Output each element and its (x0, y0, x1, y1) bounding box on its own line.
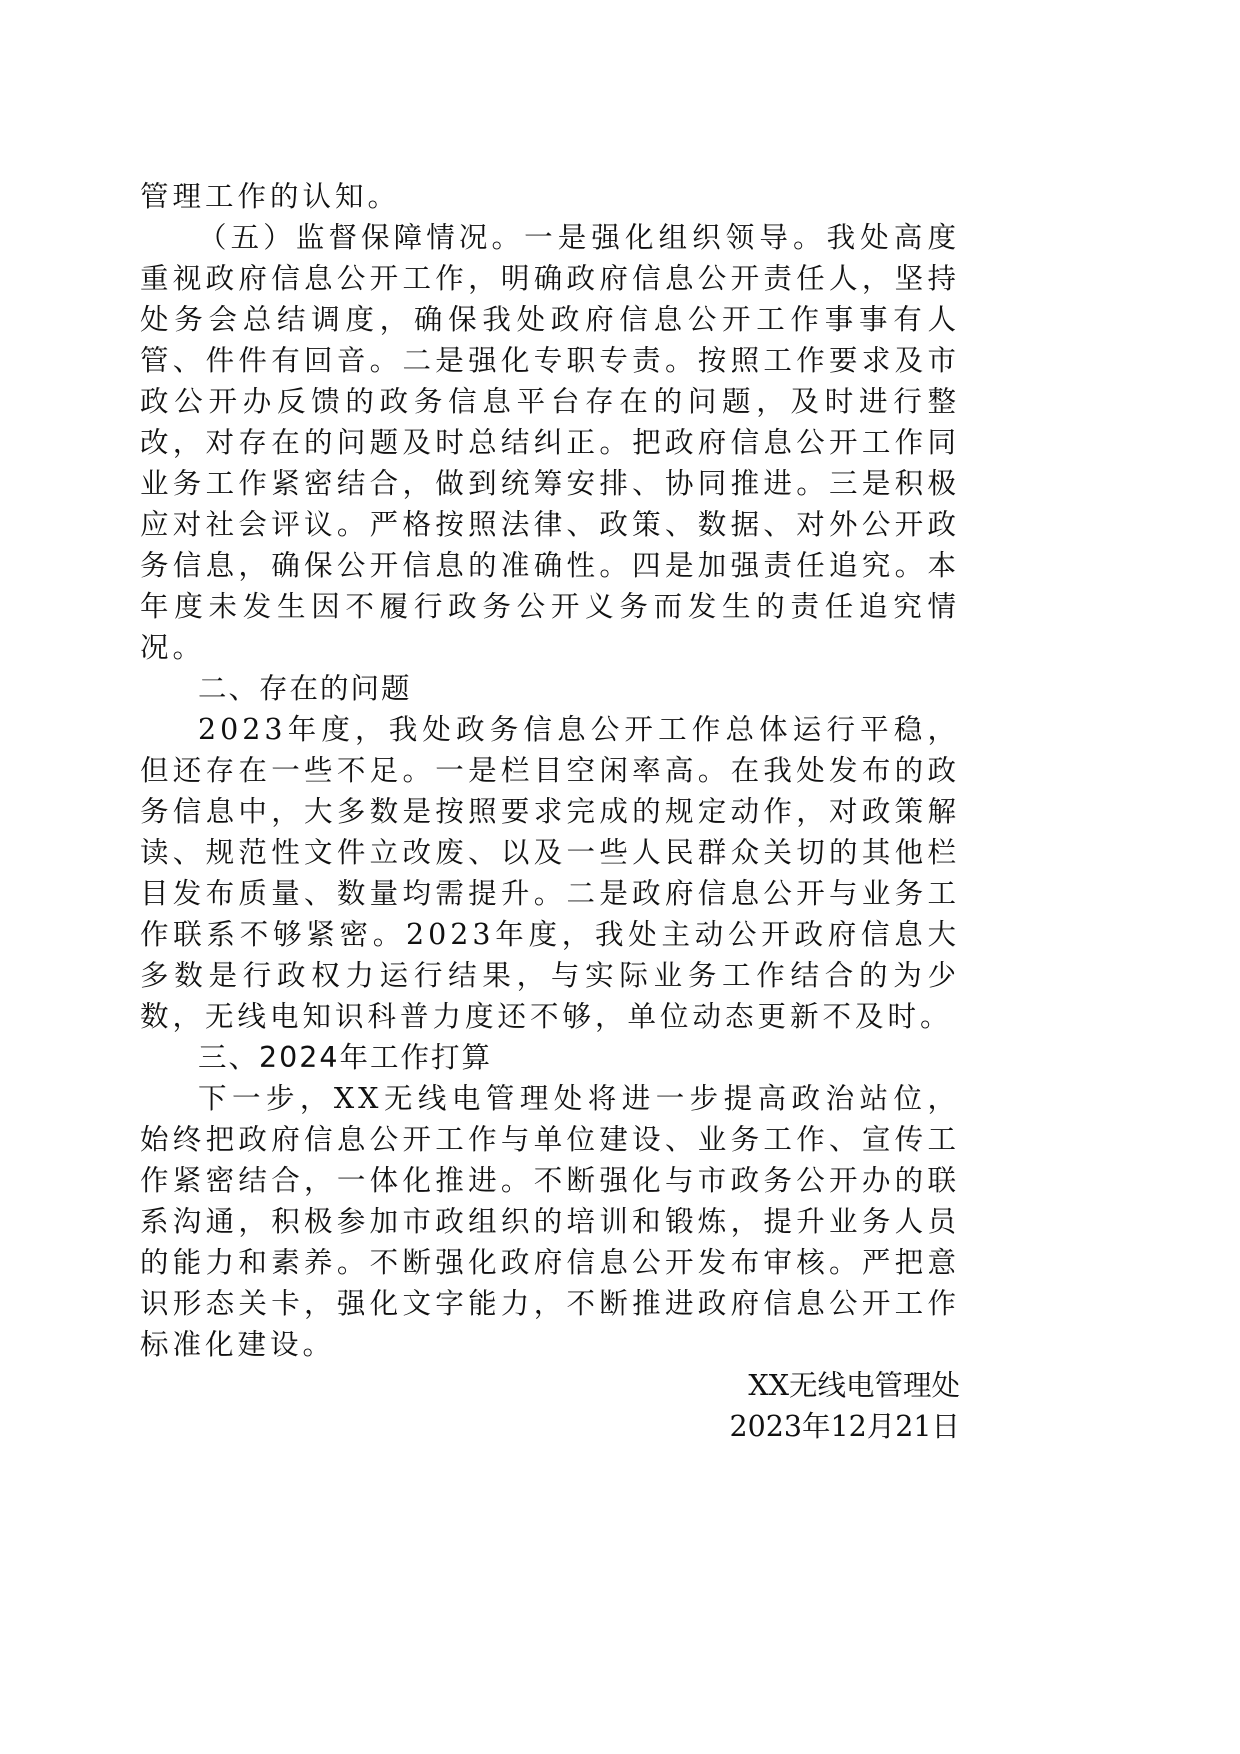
paragraph-problems: 2023年度，我处政务信息公开工作总体运行平稳，但还存在一些不足。一是栏目空闲率高。在我处发布的政务信息中，大多数是按照要求完成的规定动作，对政策解读、规范性文件立改废、以及一些人民群众关切的其他栏目发布质量、数量均需提升。二是政府信息公开与业务工作联系不够紧密。2023年度，我处主动公开政府信息大多数是行政权力运行结果，与实际业务工作结合的为少数，无线电知识科普力度还不够，单位动态更新不及时。 (140, 713, 960, 1033)
section-heading-problems: 二、存在的问题 (198, 672, 412, 705)
paragraph-continuation: 管理工作的认知。 (140, 180, 401, 213)
paragraph-supervision-body: 一是强化组织领导。我处高度重视政府信息公开工作，明确政府信息公开责任人，坚持处务会总结调度，确保我处政府信息公开工作事事有人管、件件有回音。二是强化专职专责。按照工作要求及市政公开办反馈的政务信息平台存在的问题，及时进行整改，对存在的问题及时总结纠正。把政府信息公开工作同业务工作紧密结合，做到统筹安排、协同推进。三是积极应对社会评议。严格按照法律、政策、数据、对外公开政务信息，确保公开信息的准确性。四是加强责任追究。本年度未发生因不履行政务公开义务而发生的责任追究情况。 (140, 221, 960, 664)
signature-date: 2023年12月21日 (729, 1410, 960, 1443)
section-heading-plan: 三、2024年工作打算 (198, 1041, 493, 1074)
section-lead-supervision: （五）监督保障情况。 (198, 221, 525, 254)
paragraph-supervision (140, 217, 960, 668)
paragraph-plan: 下一步，XX无线电管理处将进一步提高政治站位，始终把政府信息公开工作与单位建设、业务工作、宣传工作紧密结合，一体化推进。不断强化与市政务公开办的联系沟通，积极参加市政组织的培训和锻炼，提升业务人员的能力和素养。不断强化政府信息公开发布审核。严把意识形态关卡，强化文字能力，不断推进政府信息公开工作标准化建设。 (140, 1082, 960, 1361)
signature-organization: XX无线电管理处 (748, 1369, 960, 1402)
document-body (140, 176, 960, 1447)
